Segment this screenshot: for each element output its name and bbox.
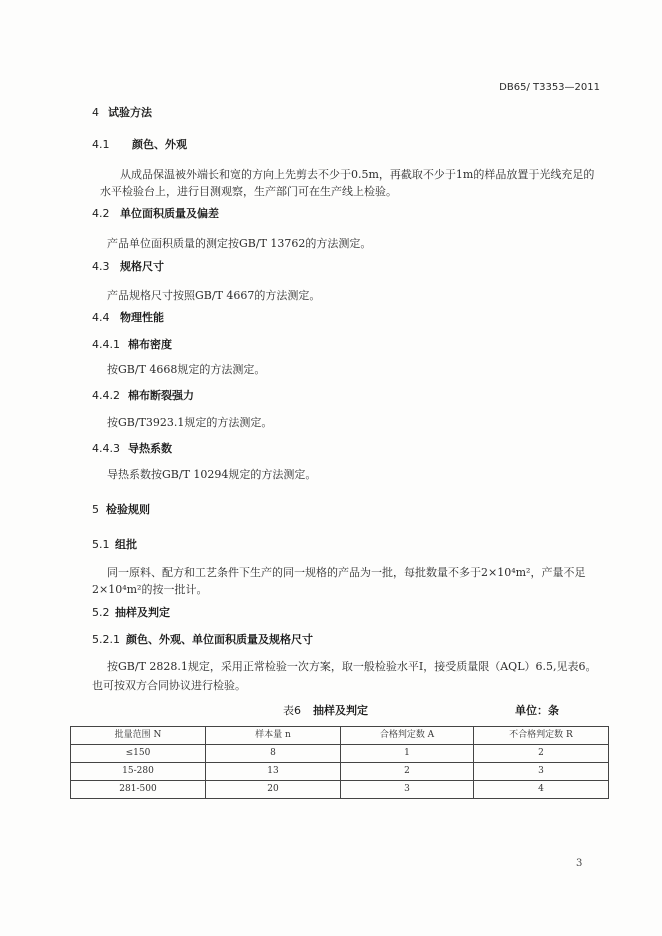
table-header-row (71, 727, 609, 745)
section-4-4-2-text: 按GB/T3923.1规定的方法测定。 (107, 416, 273, 429)
section-4-2-number: 4.2 (92, 207, 110, 220)
section-4-3-title: 规格尺寸 (120, 260, 164, 273)
section-4-1-number: 4.1 (92, 138, 110, 151)
table-cell: 8 (206, 745, 341, 763)
table-6-caption-title: 抽样及判定 (313, 704, 368, 717)
table-cell: 13 (206, 763, 341, 781)
table-header-cell: 合格判定数 A (341, 727, 474, 745)
section-5-2-1-text-line-2: 也可按双方合同协议进行检验。 (92, 679, 246, 692)
table-6-unit: 单位：条 (515, 704, 559, 717)
table-cell: 4 (474, 781, 609, 799)
table-6 (70, 726, 609, 799)
section-4-4-1-title: 棉布密度 (128, 338, 172, 351)
section-4-number: 4 (92, 106, 99, 119)
table-row (71, 781, 609, 799)
section-5-1-title: 组批 (115, 538, 137, 551)
table-cell: 20 (206, 781, 341, 799)
table-cell: 1 (341, 745, 474, 763)
section-4-3-text: 产品规格尺寸按照GB/T 4667的方法测定。 (107, 289, 321, 302)
section-5-2-1-text-line-1: 按GB/T 2828.1规定，采用正常检验一次方案，取一般检验水平Ⅰ，接受质量限（AQL）6.5,见表6。 (107, 660, 597, 673)
table-6-caption-number: 表6 (283, 704, 301, 717)
table-row (71, 763, 609, 781)
table-header-cell: 批量范围 N (71, 727, 206, 745)
section-5-2-number: 5.2 (92, 606, 110, 619)
section-5-title: 检验规则 (106, 503, 150, 516)
section-4-2-text: 产品单位面积质量的测定按GB/T 13762的方法测定。 (107, 237, 372, 250)
section-4-4-3-text: 导热系数按GB/T 10294规定的方法测定。 (107, 468, 317, 481)
table-cell: 15-280 (71, 763, 206, 781)
section-4-3-number: 4.3 (92, 260, 110, 273)
section-5-1-text-line-2: 2×10⁴m²的按一批计。 (92, 583, 208, 596)
section-4-4-1-number: 4.4.1 (92, 338, 120, 351)
section-4-2-title: 单位面积质量及偏差 (120, 207, 219, 220)
section-4-4-2-title: 棉布断裂强力 (128, 389, 194, 402)
section-4-4-title: 物理性能 (120, 311, 164, 324)
section-4-4-2-number: 4.4.2 (92, 389, 120, 402)
table-cell: 3 (474, 763, 609, 781)
table-cell: 2 (474, 745, 609, 763)
table-cell: 3 (341, 781, 474, 799)
section-5-number: 5 (92, 503, 99, 516)
table-row (71, 745, 609, 763)
section-4-1-text-line-1: 从成品保温被外端长和宽的方向上先剪去不少于0.5m，再截取不少于1m的样品放置于光线充足的 (120, 168, 595, 181)
section-4-1-text-line-2: 水平检验台上，进行目测观察，生产部门可在生产线上检验。 (100, 185, 397, 198)
section-4-title: 试验方法 (108, 106, 152, 119)
section-5-1-text-line-1: 同一原料、配方和工艺条件下生产的同一规格的产品为一批，每批数量不多于2×10⁴m²，产量不足 (107, 566, 586, 579)
section-4-1-title: 颜色、外观 (132, 138, 187, 151)
document-code: DB65/ T3353—2011 (499, 82, 600, 93)
section-5-2-1-title: 颜色、外观、单位面积质量及规格尺寸 (126, 633, 313, 646)
section-5-1-number: 5.1 (92, 538, 110, 551)
table-header-cell: 不合格判定数 R (474, 727, 609, 745)
section-5-2-1-number: 5.2.1 (92, 633, 120, 646)
section-4-heading (92, 106, 99, 120)
section-4-4-number: 4.4 (92, 311, 110, 324)
section-4-4-3-title: 导热系数 (128, 442, 172, 455)
page-number: 3 (576, 858, 583, 869)
table-cell: ≤150 (71, 745, 206, 763)
section-4-4-1-text: 按GB/T 4668规定的方法测定。 (107, 363, 266, 376)
table-cell: 281-500 (71, 781, 206, 799)
table-cell: 2 (341, 763, 474, 781)
section-4-4-3-number: 4.4.3 (92, 442, 120, 455)
section-5-2-title: 抽样及判定 (115, 606, 170, 619)
table-header-cell: 样本量 n (206, 727, 341, 745)
